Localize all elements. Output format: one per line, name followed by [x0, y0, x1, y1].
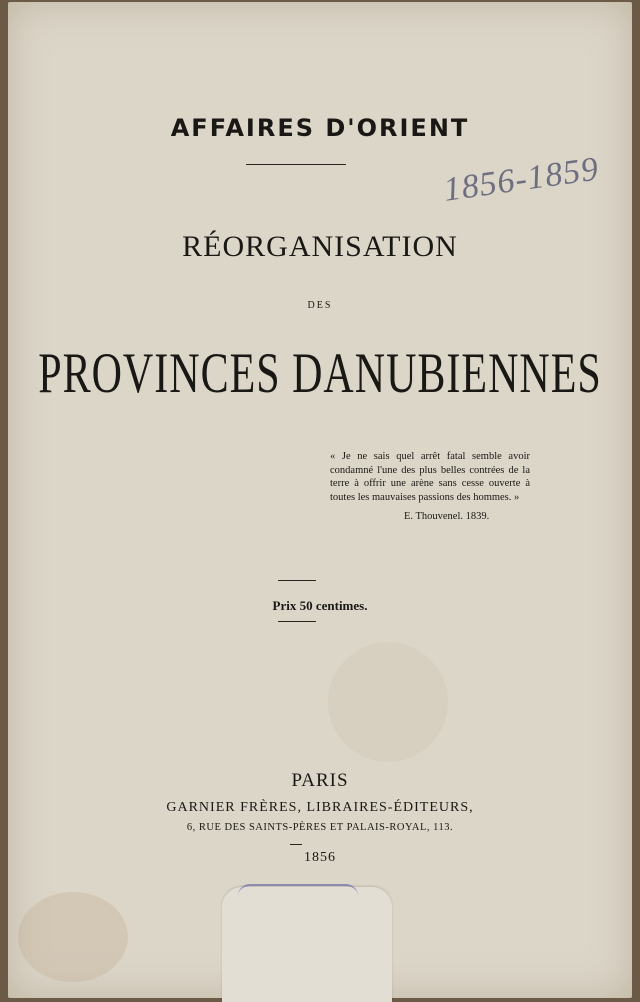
series-title: AFFAIRES D'ORIENT	[170, 114, 470, 142]
handwritten-date-range: 1856-1859	[441, 150, 602, 209]
imprint-publisher: GARNIER FRÈRES, LIBRAIRES-ÉDITEURS,	[166, 800, 474, 815]
paper-stain	[328, 642, 448, 762]
epigraph-text: « Je ne sais quel arrêt fatal semble avoir condamné l'une des plus belles contrées de la terre à offrir une arène sans cesse ouverte à toutes les mauvaises passions des hommes. »	[330, 451, 530, 503]
epigraph-author: E. Thouvenel. 1839.	[404, 511, 490, 522]
title-page	[8, 2, 632, 998]
imprint-address: 6, RUE DES SAINTS-PÈRES ET PALAIS-ROYAL, 113.	[186, 822, 454, 833]
main-title-line2: PROVINCES DANUBIENNES	[38, 343, 602, 406]
library-stamp	[238, 884, 358, 896]
imprint-city: PARIS	[291, 770, 349, 791]
main-title-connector: DES	[307, 300, 333, 311]
price-rule-bottom	[278, 621, 316, 622]
imprint-year: 1856	[304, 850, 336, 865]
paper-stain	[18, 892, 128, 982]
title-divider	[246, 164, 346, 165]
main-title-line1: RÉORGANISATION	[182, 230, 458, 263]
price-label: Prix 50 centimes.	[272, 598, 368, 613]
year-dash	[290, 844, 302, 845]
price-rule-top	[278, 580, 316, 581]
paper-label-patch	[222, 887, 392, 1002]
